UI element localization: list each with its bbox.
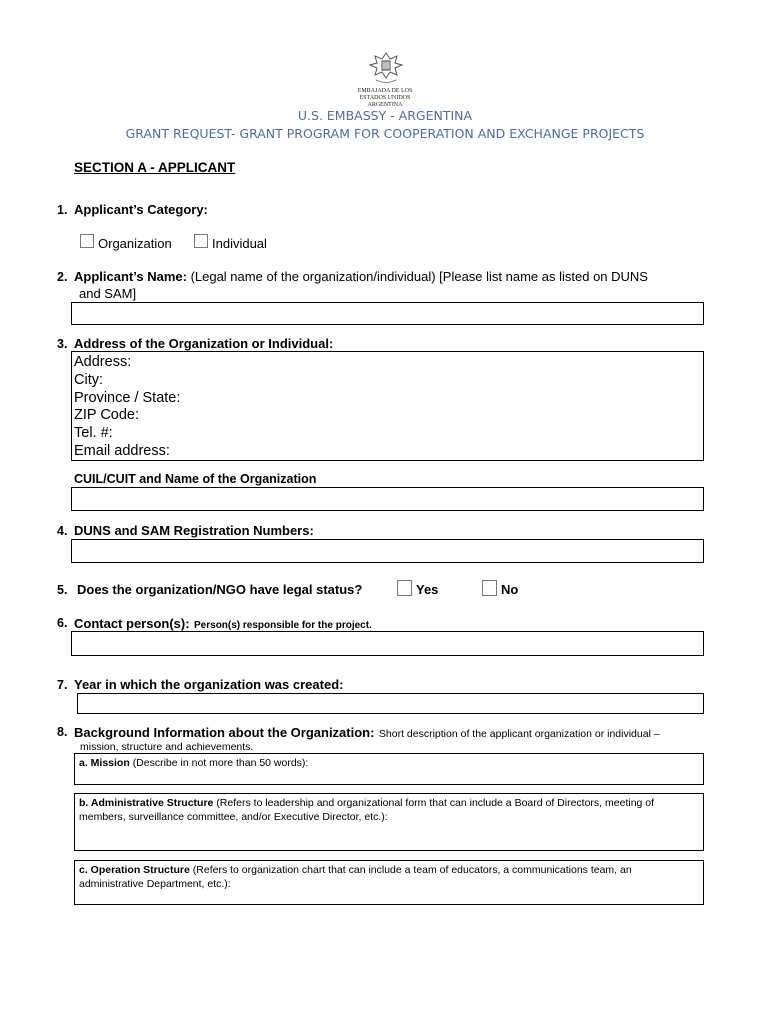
administrative-structure-description-cont: members, surveillance committee, and/or Executive Director, etc.):	[79, 811, 388, 823]
q6-label: Contact person(s):	[74, 616, 190, 631]
operation-structure-label: c. Operation Structure	[79, 864, 190, 876]
q8-label: Background Information about the Organization:	[74, 725, 375, 740]
organization-checkbox[interactable]	[80, 234, 94, 248]
cuil-label: CUIL/CUIT and Name of the Organization	[74, 472, 317, 486]
q8-description-cont: mission, structure and achievements.	[80, 741, 254, 753]
page-title: U.S. EMBASSY - ARGENTINA	[297, 108, 473, 123]
question-number: 2.	[57, 270, 68, 284]
operation-structure-label-row	[79, 864, 632, 876]
q3-label: Address of the Organization or Individual:	[74, 336, 334, 351]
seal-caption	[345, 88, 425, 109]
q8-description: Short description of the applicant organization or individual –	[378, 728, 660, 740]
question-number: 3.	[57, 337, 68, 351]
q8-label-row	[74, 724, 660, 742]
contact-person-field[interactable]	[71, 631, 704, 656]
q2-label-row	[74, 269, 648, 284]
q6-description: Person(s) responsible for the project.	[194, 620, 372, 631]
question-number: 5.	[57, 583, 68, 597]
applicant-name-field[interactable]	[71, 302, 704, 325]
cuil-field[interactable]	[71, 487, 704, 511]
question-number: 7.	[57, 678, 68, 692]
administrative-structure-description: (Refers to leadership and organizational form that can include a Board of Directors, meeting of	[216, 797, 655, 809]
embassy-seal-icon	[366, 50, 406, 86]
province-line: Province / State:	[74, 390, 181, 406]
individual-checkbox[interactable]	[194, 234, 208, 248]
administrative-structure-label: b. Administrative Structure	[79, 797, 214, 809]
q4-label: DUNS and SAM Registration Numbers:	[74, 523, 314, 538]
question-number: 1.	[57, 203, 68, 217]
q2-description-cont: and SAM]	[79, 286, 137, 301]
duns-sam-field[interactable]	[71, 539, 704, 563]
zip-line: ZIP Code:	[74, 407, 140, 423]
address-line: Address:	[74, 354, 132, 370]
seal-line: ESTADOS UNIDOS	[359, 95, 411, 101]
year-created-field[interactable]	[77, 693, 704, 714]
q2-description: (Legal name of the organization/individual) [Please list name as listed on DUNS	[190, 269, 648, 284]
question-number: 6.	[57, 616, 68, 630]
q1-label: Applicant’s Category:	[74, 202, 208, 217]
q7-label: Year in which the organization was created:	[74, 677, 344, 692]
tel-line: Tel. #:	[74, 425, 113, 441]
no-label: No	[501, 582, 519, 597]
mission-description: (Describe in not more than 50 words):	[132, 757, 309, 769]
question-number: 4.	[57, 524, 68, 538]
yes-label: Yes	[416, 582, 439, 597]
q5-label: Does the organization/NGO have legal status?	[77, 582, 363, 597]
operation-structure-description-cont: administrative Department, etc.):	[79, 878, 231, 890]
section-title: SECTION A - APPLICANT	[74, 160, 236, 175]
page-subtitle: GRANT REQUEST- GRANT PROGRAM FOR COOPERATION AND EXCHANGE PROJECTS	[125, 126, 645, 141]
email-line: Email address:	[74, 443, 170, 459]
mission-label: a. Mission	[79, 757, 130, 769]
legal-status-no-checkbox[interactable]	[482, 580, 497, 596]
q2-label: Applicant’s Name:	[74, 269, 187, 284]
city-line: City:	[74, 372, 103, 388]
seal-line: EMBAJADA DE LOS	[357, 88, 413, 94]
seal-line: ARGENTINA	[367, 102, 403, 108]
operation-structure-description: (Refers to organization chart that can include a team of educators, a communications team, an	[192, 864, 632, 876]
legal-status-yes-checkbox[interactable]	[397, 580, 412, 596]
organization-option-label: Organization	[98, 236, 172, 251]
individual-option-label: Individual	[212, 236, 267, 251]
administrative-structure-label-row	[79, 797, 654, 809]
question-number: 8.	[57, 725, 68, 739]
mission-label-row	[79, 757, 308, 769]
